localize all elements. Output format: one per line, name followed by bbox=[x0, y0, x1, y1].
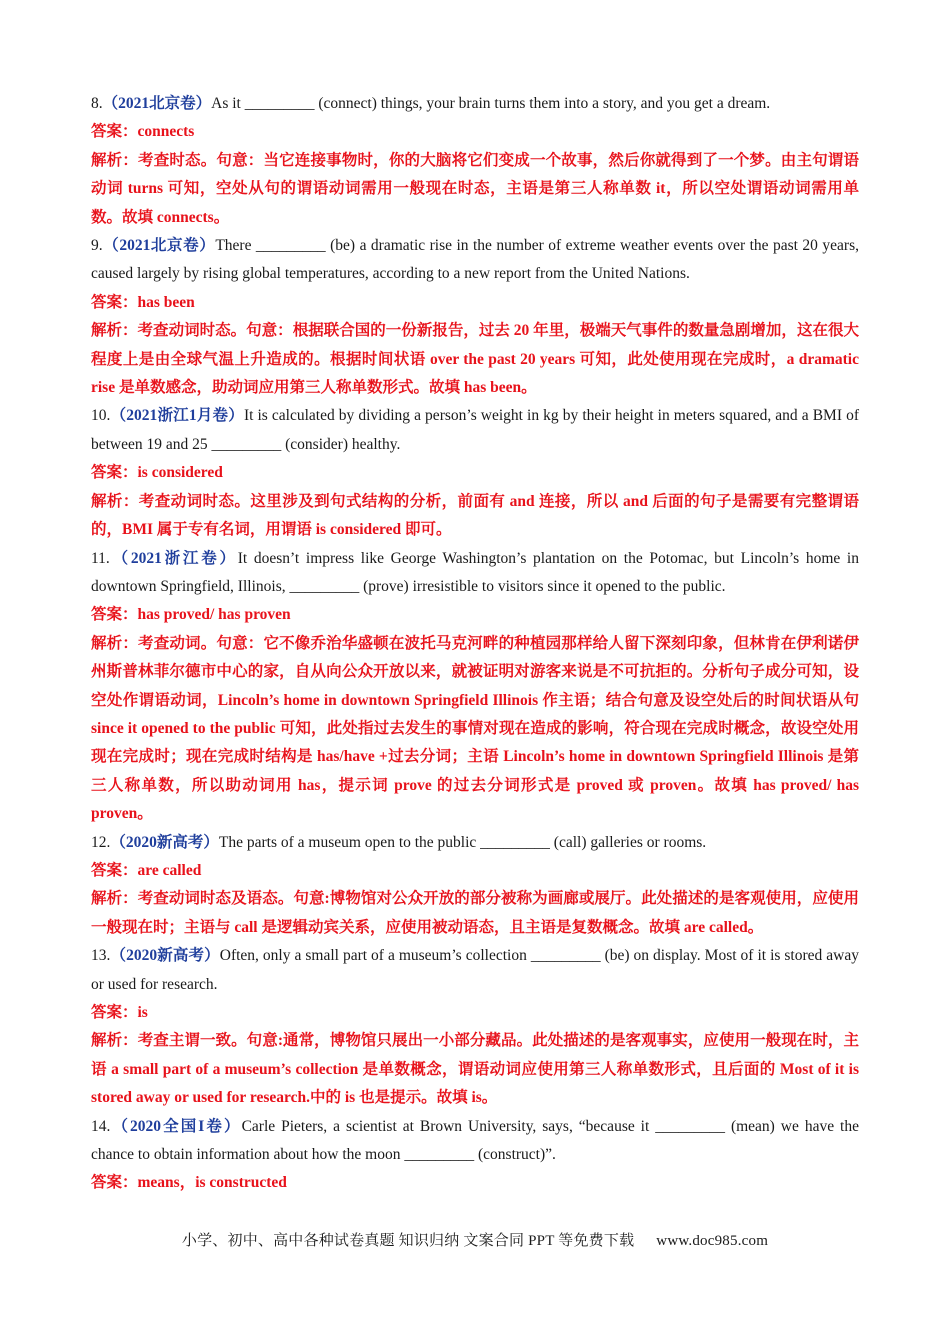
question-text: There _________ (be) a dramatic rise in the number of extreme weather events over the past 20 years, caused largely by rising global temperatures, according to a new report from the United Nations. bbox=[91, 237, 859, 283]
question-source: （2021北京卷） bbox=[102, 237, 216, 255]
question-number: 11. bbox=[91, 549, 110, 567]
question-source: （2021浙江1月卷） bbox=[110, 407, 244, 425]
question-number: 9. bbox=[91, 237, 103, 255]
question-number: 8. bbox=[91, 95, 103, 112]
explanation-text: 解析：考查时态。句意：当它连接事物时，你的大脑将它们变成一个故事，然后你就得到了一个梦。由主句谓语动词 turns 可知，空处从句的谓语动词需用一般现在时态，主语是第三人称单数 it，所以空处谓语动词需用单数。故填 connects。 bbox=[91, 151, 859, 226]
question-number: 14. bbox=[91, 1117, 111, 1135]
question-text: As it _________ (connect) things, your brain turns them into a story, and you get a dream. bbox=[211, 95, 771, 112]
question-source: （2020新高考） bbox=[110, 833, 219, 851]
question-source: （2020新高考） bbox=[110, 947, 220, 965]
explanation-text: 解析：考查主谓一致。句意:通常，博物馆只展出一小部分藏品。此处描述的是客观事实，应使用一般现在时，主语 a small part of a museum’s collection 是单数概念，谓语动词应使用第三人称单数形式，且后面的 Most of it is stored away or used for research.中的 is 也是提示。故填 is。 bbox=[91, 1032, 859, 1107]
question-item-9 bbox=[91, 232, 859, 402]
question-text: Often, only a small part of a museum’s collection _________ (be) on display. Most of it is stored away or used for research. bbox=[91, 947, 859, 993]
question-source: （2020全国I卷） bbox=[110, 1117, 242, 1135]
answer-text: 答案：is considered bbox=[91, 464, 223, 482]
question-source: （2021北京卷） bbox=[102, 95, 212, 112]
question-number: 12. bbox=[91, 833, 111, 851]
question-source: （2021浙江卷） bbox=[109, 549, 238, 567]
question-item-14 bbox=[91, 1113, 859, 1198]
question-number: 10. bbox=[91, 407, 111, 425]
question-text: Carle Pieters, a scientist at Brown University, says, “because it _________ (mean) we have the chance to obtain information about how the moon _________ (construct)”. bbox=[91, 1117, 859, 1164]
answer-text: 答案：has been bbox=[91, 293, 195, 311]
question-text: It doesn’t impress like George Washington’s plantation on the Potomac, but Lincoln’s home in downtown Springfield, Illinois, _________ (prove) irresistible to visitors since it opened to the public. bbox=[91, 549, 859, 595]
answer-text: 答案：are called bbox=[91, 861, 202, 879]
question-text: The parts of a museum open to the public _________ (call) galleries or rooms. bbox=[218, 833, 707, 851]
answer-text: 答案：is bbox=[91, 1004, 148, 1021]
explanation-text: 解析：考查动词。句意：它不像乔治华盛顿在波托马克河畔的种植园那样给人留下深刻印象，但林肯在伊利诺伊州斯普林菲尔德市中心的家，自从向公众开放以来，就被证明对游客来说是不可抗拒的。分析句子成分可知，设空处作谓语动词，Lincoln’s home in downtown Springfield Illinois 作主语；结合句意及设空处后的时间状语从句 since it opened to the public 可知，此处指过去发生的事情对现在造成的影响，符合现在完成时概念，故设空处用现在完成时；现在完成时结构是 has/have +过去分词；主语 Lincoln’s home in downtown Springfield Illinois 是第三人称单数，所以助动词用 has，提示词 prove 的过去分词形式是 proved 或 proven。故填 has proved/ has proven。 bbox=[91, 634, 859, 823]
question-item-11 bbox=[91, 545, 859, 829]
page-footer bbox=[0, 1229, 950, 1250]
question-item-8 bbox=[91, 90, 859, 232]
explanation-text: 解析：考查动词时态。句意：根据联合国的一份新报告，过去 20 年里，极端天气事件的数量急剧增加，这在很大程度上是由全球气温上升造成的。根据时间状语 over the past 20 years 可知，此处使用现在完成时，a dramatic rise 是单数感念，助动词应用第三人称单数形式。故填 has been。 bbox=[91, 322, 859, 397]
answer-text: 答案：means，is constructed bbox=[91, 1174, 287, 1192]
question-number: 13. bbox=[91, 947, 111, 965]
question-list bbox=[91, 90, 859, 1198]
explanation-text: 解析：考查动词时态。这里涉及到句式结构的分析，前面有 and 连接，所以 and 后面的句子是需要有完整谓语的，BMI 属于专有名词，用谓语 is considered 即可。 bbox=[91, 492, 859, 539]
question-item-10 bbox=[91, 402, 859, 544]
question-item-12 bbox=[91, 829, 859, 943]
question-text: It is calculated by dividing a person’s weight in kg by their height in meters squared, and a BMI of between 19 and 25 _________ (consider) healthy. bbox=[91, 407, 859, 453]
explanation-text: 解析：考查动词时态及语态。句意:博物馆对公众开放的部分被称为画廊或展厅。此处描述的是客观使用，应使用一般现在时；主语与 call 是逻辑动宾关系，应使用被动语态，且主语是复数概念。故填 are called。 bbox=[91, 890, 859, 936]
answer-text: 答案：has proved/ has proven bbox=[91, 606, 291, 624]
footer-link[interactable]: www.doc985.com bbox=[656, 1233, 769, 1249]
answer-text: 答案：connects bbox=[91, 123, 195, 141]
question-item-13 bbox=[91, 942, 859, 1112]
footer-text: 小学、初中、高中各种试卷真题 知识归纳 文案合同 PPT 等免费下载 bbox=[181, 1233, 635, 1249]
